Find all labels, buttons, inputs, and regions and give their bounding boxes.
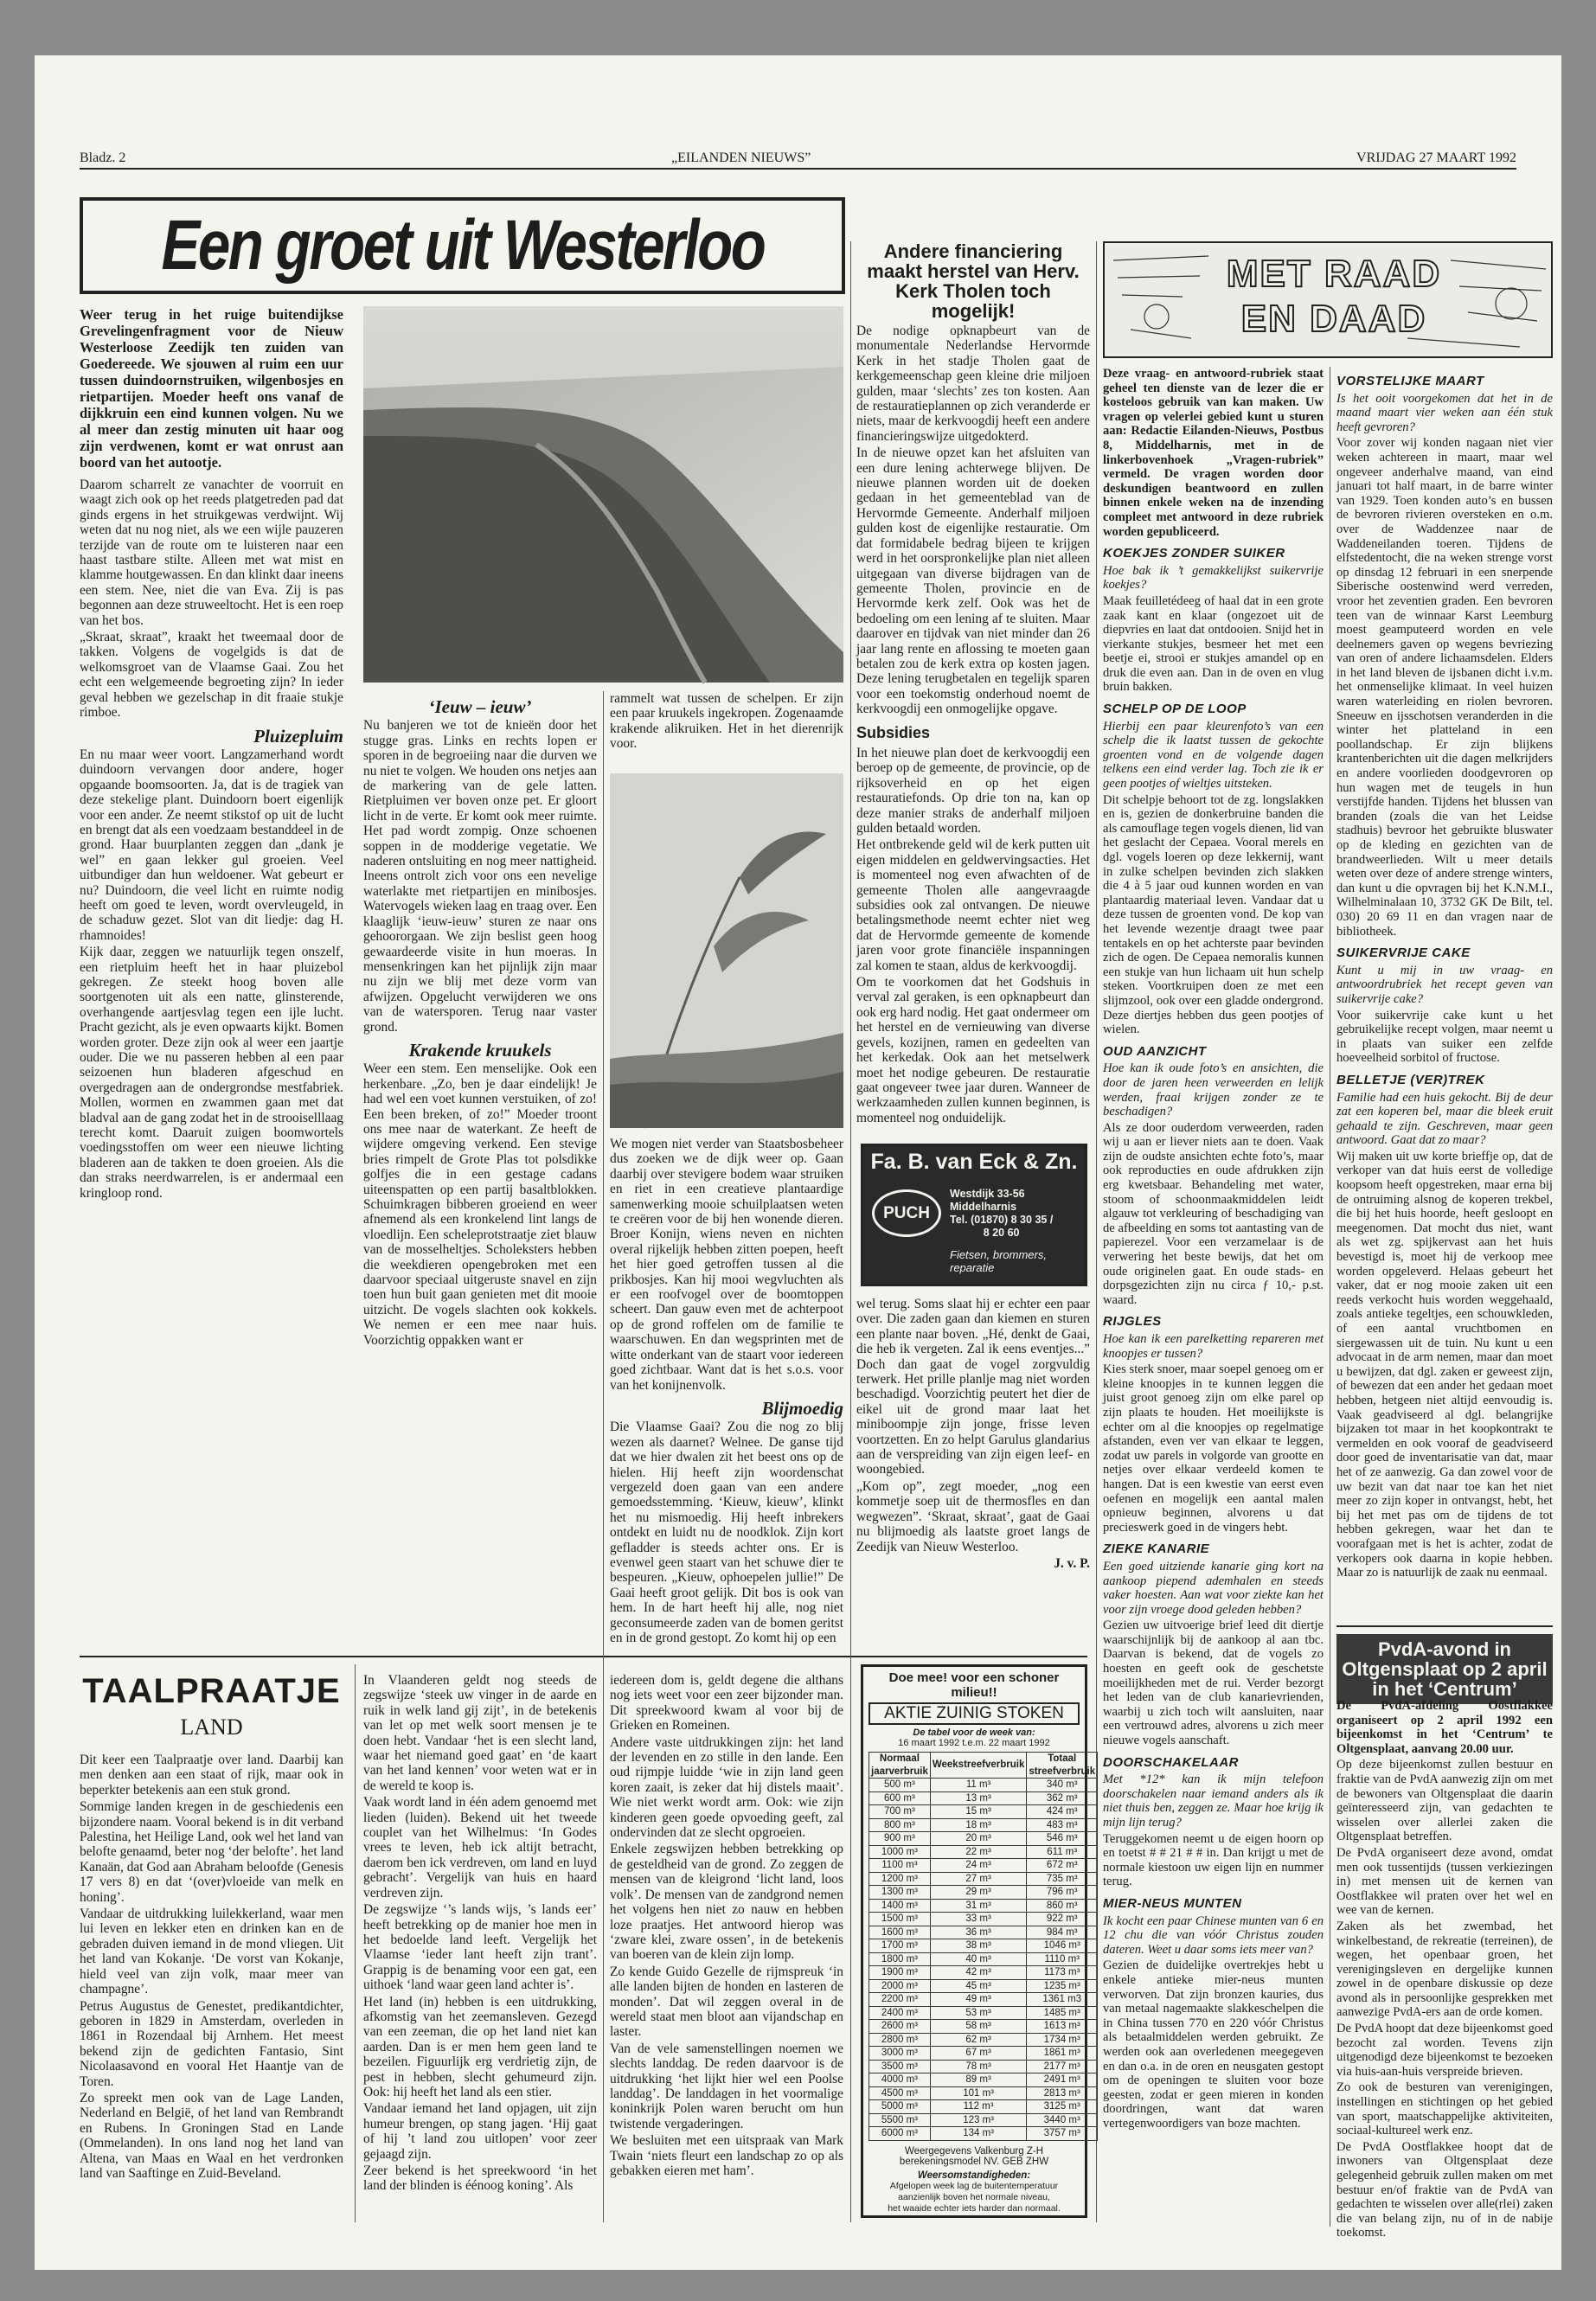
table-cell: 1046 m³	[1027, 1939, 1098, 1953]
taal-paragraph: De zegswijze ‘’s lands wijs, ’s lands eer’ heeft betrekking op de manier hoe men in het bedoelde land leeft. Vergelijk het Vlaamse ‘ieder lant heeft zijn trant’. Grappig is de benaming voor een gat, een uithoek ‘land waar geen land achter is’.	[363, 1902, 597, 1993]
van-eck-service-1: Fietsen, brommers,	[950, 1248, 1047, 1261]
van-eck-street: Westdijk 33-56	[950, 1188, 1025, 1200]
westerloo-subhead: Blijmoedig	[761, 1397, 843, 1419]
table-row	[869, 1832, 1098, 1846]
table-cell: 36 m³	[930, 1926, 1027, 1939]
table-cell: 13 m³	[930, 1791, 1027, 1805]
table-cell: 500 m³	[869, 1779, 931, 1792]
qa-question: Hoe bak ik ’t gemakkelijkst suikervrije koekjes?	[1103, 563, 1324, 593]
table-row	[869, 1791, 1098, 1805]
westerloo-paragraph: Nu banjeren we tot de knieën door het stugge gras. Links en rechts lopen er sporen in de begroeiing naar die durven we nu niet te volgen. We houden ons netjes aan de markering van de gele latten. Rietpluimen ver boven onze pet. Er gloort licht in de verte. Er komt ook meer ruimte. Het pad wordt zompig. Onze schoenen soppen in de modderige vegetatie. We naderen ontsluiting en nog meer nattigheid. Ineens ontrolt zich voor ons een nevelige waterlakte met rietpartijen en minibosjes. Watervogels wieken laag en traag over. Een klaaglijk ‘ieuw-ieuw’ sturen ze naar ons gehoororgaan. We zijn beslist geen hoog gewaardeerde visite in hun moeras. In mensenkringen kan het pijnlijk zijn maar nu zijn we blij met deze vorm van afwijzen. Opgelucht verwijderen we ons van de watersporen. Terug naar vaster grond.	[363, 718, 597, 1035]
table-cell: 1800 m³	[869, 1952, 931, 1966]
table-cell: 27 m³	[930, 1872, 1027, 1886]
table-row	[869, 1979, 1098, 1993]
table-cell: 62 m³	[930, 2033, 1027, 2047]
qa-item	[1103, 1315, 1324, 1535]
table-cell: 58 m³	[930, 2020, 1027, 2034]
table-cell: 1700 m³	[869, 1939, 931, 1953]
table-cell: 362 m³	[1027, 1791, 1098, 1805]
qa-item	[1103, 702, 1324, 1037]
divider	[80, 1656, 1087, 1657]
table-cell: 600 m³	[869, 1791, 931, 1805]
kerk-paragraph: In het nieuwe plan doet de kerkvoogdij een beroep op de gemeente, de provincie, op de rijksoverheid en op het eigen restauratiefonds. Op drie ton na, kan op deze manier straks de anderhalf miljoen gulden betaald worden.	[856, 745, 1090, 836]
qa-heading: ZIEKE KANARIE	[1103, 1541, 1210, 1557]
pvda-headline: PvdA-avond in Oltgensplaat op 2 april in het ‘Centrum’	[1336, 1634, 1553, 1704]
westerloo-paragraph: Kijk daar, zeggen we natuurlijk tegen onszelf, een rietpluim heeft het in haar pluizebol gekregen. Ze steekt hoog boven alle soortgenoten uit als een natte, glinsterende, overhangende aartjesvlag tegen een ijle lucht. Pracht gezicht, als je even opwaarts kijkt. Bomen worden groter. Deze zijn ook al weer een jaartje ouder. Die we nu passeren hebben al een paar seizoenen hun bladeren afgeschud en overgedragen aan de ondergrondse mestfabriek. Mollen, wormen en zwammen gaan met dat bladval aan de gang zodat het in de strooiselllaag terecht komt. Daaruit zuigen boomwortels voedingsstoffen om weer een nieuwe lichting bladeren aan de takken te doen groeien. Als die dan straks neerdwarrelen, is er andermaal een kringloop rond.	[80, 945, 343, 1201]
table-row	[869, 2113, 1098, 2127]
table-cell: 984 m³	[1027, 1926, 1098, 1939]
stoken-source-2: berekeningsmodel NV. GEB ZHW	[899, 2156, 1049, 2167]
stoken-title: AKTIE ZUINIG STOKEN	[869, 1702, 1080, 1725]
page-number: Bladz. 2	[80, 151, 126, 165]
table-cell: 424 m³	[1027, 1805, 1098, 1819]
qa-question: Familie had een huis gekocht. Bij de deur zat een koperen bel, maar die bleek eruit gehaald te zijn. Geschreven, maar geen antwoord. Gaat dat zo maar?	[1336, 1090, 1553, 1148]
table-cell: 2200 m³	[869, 1993, 931, 2007]
qa-item	[1336, 375, 1553, 434]
westerloo-column-1	[80, 306, 343, 1651]
qa-answer: Kies sterk snoer, maar soepel genoeg om er kleine knoopjes in te kunnen leggen die juist groot genoeg zijn om elke parel op zijn plaats te houden. Het moeilijkste is echter om al die knoopjes op regelmatige afstanden, even ver van elkaar te leggen, zodat uw parels in volgorde van grootte en netjes over elkaar verdeeld komen te hangen. Dat is een kwestie van eerst even oefenen en mogelijk een aantal malen opnieuw beginnen, alvorens u dat precieswerk goed in de vingers hebt.	[1103, 1362, 1324, 1535]
qa-heading: OUD AANZICHT	[1103, 1043, 1207, 1059]
table-cell: 672 m³	[1027, 1859, 1098, 1873]
table-cell: 3125 m³	[1027, 2100, 1098, 2114]
qa-heading: SUIKERVRIJE CAKE	[1336, 945, 1471, 961]
pvda-paragraph: Op deze bijeenkomst zullen bestuur en fraktie van de PvdA aanwezig zijn om met de bewoners van Oltgensplaat die daarin geïnteresseerd zijn, van gedachten te wisselen over allerlei zaken die Oltgensplaat betreffen.	[1336, 1758, 1553, 1844]
taal-column-2	[363, 1673, 597, 2222]
table-cell: 1734 m³	[1027, 2033, 1098, 2047]
table-cell: 796 m³	[1027, 1886, 1098, 1900]
stoken-col-header: Totaal streefverbruik	[1027, 1753, 1098, 1779]
raad-column-1	[1103, 367, 1324, 2131]
pvda-paragraph: De PvdA hoopt dat deze bijeenkomst goed bezocht zal worden. Tevens zijn uitgenodigd deze bijeenkomst te bezoeken via huis-aan-huis verspreide brieven.	[1336, 2022, 1553, 2079]
table-cell: 20 m³	[930, 1832, 1027, 1846]
column-rule	[603, 691, 604, 2222]
issue-date: VRIJDAG 27 MAART 1992	[1356, 151, 1516, 165]
van-eck-town: Middelharnis	[950, 1201, 1017, 1213]
westerloo-paragraph: En nu maar weer voort. Langzamerhand wordt duindoorn vervangen door andere, hoger opgaande boomsoorten. Ja, dat is de tragiek van deze stekelige plant. Duindoorn boert eigenlijk voor een ander. Ze neemt stikstof op uit de lucht en brengt dat als een voedzaam bestanddeel in de grond. Haar buurplanten zeggen dan „dank je wel” en gaan lekker gul groeien. Veel uitbundiger dan hun weldoener. Wat gebeurt er nu? Duindoorn, die veel licht en ruimte nodig heeft om goed te leven, wordt overvleugeld, in de schaduw gezet. Slot van dit liedje: dag H. rhamnoides!	[80, 747, 343, 943]
table-cell: 1400 m³	[869, 1899, 931, 1913]
stoken-note	[869, 2181, 1080, 2214]
raad-daad-title: MET RAAD EN DAAD	[1226, 253, 1442, 340]
westerloo-paragraph: rammelt wat tussen de schelpen. Er zijn een paar kruukels ingekropen. Zogenaamde krakende alikruiken. Het in het dierenrijk voor.	[610, 691, 843, 752]
qa-question: Is het ooit voorgekomen dat het in de maand maart vier weken aan één stuk heeft gevroren?	[1336, 391, 1553, 434]
van-eck-advertisement	[861, 1144, 1087, 1286]
table-cell: 45 m³	[930, 1979, 1027, 1993]
table-cell: 2491 m³	[1027, 2073, 1098, 2087]
kerk-subhead: Subsidies	[856, 723, 931, 741]
table-row	[869, 2060, 1098, 2073]
table-cell: 123 m³	[930, 2113, 1027, 2127]
table-cell: 340 m³	[1027, 1779, 1098, 1792]
qa-question: Voor zover wij konden nagaan niet vier weken achtereen in maart, maar wel ongeveer anderhalve maand, van eind januari tot half maart, in de barre winter van 1929. Toen konden auto’s en bussen de bevroren rivieren oversteken en o.m. over de Waddenzee naar de Waddeneilanden toeren. Tijdens de elfstedentocht, die na weken strenge vorst op dinsdag 12 februari in een snerpende Siberische oostenwind werd verreden, vroor het zeventien graden. Een bevroren teen van de winnaar Karst Leemburg moest geamputeerd worden en vele deelnemers gaven op wegens bevriezing van oren of andere lichaamsdelen. Elders in het land bleven de ijsbanen dicht i.v.m. het onmenselijke klimaat. In veel huizen waren waterleiding en riolen bevroren. Sneeuw en ijsschotsen veranderden in die winter het platteland in een poollandschap. Er zijn blijkens krantenberichten uit die dagen melkrijders en andere voorlieden doodgevroren op hun wagen met de teugels in hun verstijfde handen. Tijdens het blussen van branden (zoals die van het Leidse stadhuis) bevroor het gebruikte bluswater op de kleding en gezichten van de brandweerlieden. Wilt u meer details weten over deze of andere strenge winters, dan kunt u die opvragen bij het K.N.M.I., Wilhelminalaan 10, 3732 GK De Bilt, tel. 030) 20 69 11 en dan vragen naar de bibliotheek.	[1336, 436, 1553, 939]
table-cell: 89 m³	[930, 2073, 1027, 2087]
table-cell: 6000 m³	[869, 2127, 931, 2141]
westerloo-title: Een groet uit Westerloo	[161, 206, 764, 285]
westerloo-paragraph: „Skraat, skraat”, kraakt het tweemaal door de takken. Volgens de vogelgids is dat de welkomsgroet van de Vlaamse Gaai. Zou het echt een welgemeende begroeting zijn? In ieder geval hebben we gezelschap in dit fraaie stukje rimboe.	[80, 630, 343, 721]
stoken-note-3: het waaide echter iets harder dan normaal.	[888, 2202, 1061, 2214]
table-cell: 18 m³	[930, 1818, 1027, 1832]
table-cell: 1861 m³	[1027, 2047, 1098, 2061]
table-cell: 134 m³	[930, 2127, 1027, 2141]
table-row	[869, 1779, 1098, 1792]
table-row	[869, 1899, 1098, 1913]
pvda-lead: De PvdA-afdeling Oostflakkee organiseert op 2 april 1992 een bijeenkomst in het ‘Centrum’ te Oltgensplaat, aanvang 20.00 uur.	[1336, 1699, 1553, 1756]
table-cell: 24 m³	[930, 1859, 1027, 1873]
pvda-column	[1336, 1699, 1553, 2240]
qa-answer: Wij maken uit uw korte brieffje op, dat de verkoper van dat huis eerst de volledige koopsom heeft opgestreken, maar erna bij de ontruiming alsnog de koperen trekbel, die bij het huis hoorde, heeft gesloopt en meegenomen. Dat mocht dus niet, want als wet zg. spijkervast aan het huis bevestigd is, moet hij de verkoop mee worden opgeleverd. Helaas gebeurt het vaker, dat er nog mooie zaken uit een reeds verkocht huis worden weggehaald, zoals antieke tegeltjes, een schouwkleden, of een aantal vruchtbomen en siergewassen uit de tuin. Nu kunt u een advocaat in de arm nemen, maar dan moet u bewijzen, dat dgl. zaken er geweest zijn, of bewezen dat een ander het gedaan moet hebben, hetgeen niet altijd eenvoudig is. Vaak geadviseerd al dgl. belangrijke bijzaken tot maar in het koopkontrakt te vermelden en ook vooraf de geadviseerd door goed de inventarisatie van dat, maar het of ze aanwezig. Ga dan zowel voor de uw bezit van dat naar toe kan het niet meer zo zijn koper in ontvangst, hebt, het bij het met pas om de tijdens de tot hebben gekregen, waar het dan te voorafgaan met is het is achter, zodat de verkopers ook daarna in kopie hebben. Maar zo is natuurlijk de zaak nu eenmaal.	[1336, 1149, 1553, 1580]
van-eck-name: Fa. B. van Eck & Zn.	[870, 1150, 1078, 1174]
stoken-note-head: Weersomstandigheden:	[917, 2170, 1031, 2181]
table-cell: 611 m³	[1027, 1845, 1098, 1859]
table-cell: 700 m³	[869, 1805, 931, 1819]
qa-answer: Gezien uw uitvoerige brief leed dit diertje waarschijnlijk bij de aankoop al aan tbc. Daarvan is bekend, dat de vogels zo hoesten en geeft ook de geschetste moeilijkheden met de rui. Verder bezorgt het leden van de club kanarievrienden, waarbij u zich toch wilt aansluiten, naar een vertrouwd adres, alvorens u zich meer nieuwe vogels aanschaft.	[1103, 1618, 1324, 1748]
taal-column-3	[610, 1673, 843, 2222]
reed-plume-photo	[610, 773, 843, 1128]
table-cell: 101 m³	[930, 2086, 1027, 2100]
qa-answer: Gezien de duidelijke overtrekjes hebt u enkele antieke mier-neus munten verworven. Dat zijn bronzen kauries, dus van metaal nagemaakte slakkeschelpen die in China tussen 770 en 220 vóór Christus als betaalmiddelen werden gebruikt. Ze werden ook aan overledenen meegegeven en dan o.a. in de oren en neusgaten gestopt om de openingen te sluiten voor boze geesten, zodat er geen mieren in konden doordringen, want dat waren vertegenwoordigers van boze machten.	[1103, 1958, 1324, 2131]
qa-heading: RIJGLES	[1103, 1314, 1162, 1330]
raad-daad-header	[1103, 241, 1553, 358]
stoken-col-header: Weekstreefverbruik	[930, 1753, 1027, 1779]
qa-question: Hierbij een paar kleurenfoto’s van een schelp die ik laatst tussen de gekochte groenten vond en de volgende dagen telkens een eind verder lag. Toch zie ik er geen pootjes of wieltjes uitsteken.	[1103, 719, 1324, 792]
table-row	[869, 1818, 1098, 1832]
stoken-note-1: Afgelopen week lag de buitentemperatuur	[889, 2180, 1059, 2191]
westerloo-paragraph: Die Vlaamse Gaai? Zou die nog zo blij wezen als daarnet? Welnee. De ganse tijd dat we hier dwalen zit het beest ons op de hielen. Hij heeft zijn woordenschat vergezeld doen gaan van een andere gemoedsstemming. ‘Kieuw, kieuw’, klinkt het nu mismoedig. Hij heeft inbrekers ontdekt en luidt nu de noodklok. Zijn kort gefladder is steeds achter ons. Er is evenwel geen staart van het schuwe dier te bespeuren. „Kieuw, ophoepelen jullie!” De Gaai heeft groot gelijk. Dit bos is ook van hem. In de hart heeft hij alle, nog niet geconsumeerde zaden van de bomen geritst en in de grond gestopt. Zo komt hij op een	[610, 1420, 843, 1645]
westerloo-column-4	[856, 1297, 1090, 1647]
table-cell: 2400 m³	[869, 2006, 931, 2020]
taal-paragraph: Zeer bekend is het spreekwoord ‘in het land der blinden is éénoog koning’. Als	[363, 2163, 597, 2194]
qa-heading: SCHELP OP DE LOOP	[1103, 702, 1247, 717]
taal-paragraph: Zo spreekt men ook van de Lage Landen, Nederland en België, of het land van Rembrandt en Rubens. In Groningen Stad en Lande (Ommelanden). In ons land nog het land van Altena, van Maas en Waal en het verdronken land van Saaftinge en Zuid-Beveland.	[80, 2090, 343, 2181]
qa-heading: MIER-NEUS MUNTEN	[1103, 1895, 1242, 1911]
table-cell: 1485 m³	[1027, 2006, 1098, 2020]
stoken-dates: 16 maart 1992 t.e.m. 22 maart 1992	[898, 1738, 1050, 1748]
kerk-paragraph: De nodige opknapbeurt van de monumentale Nederlandse Hervormde Kerk in het stadje Tholen gaat de kerkgemeenschap geen kleine drie miljoen gulden, maar ‘slechts’ zes ton kosten. Aan de restauratieplannen op zich veranderde er niets, maar de kerkvoogdij heeft een andere financieringswijze uitgedokterd.	[856, 324, 1090, 444]
table-cell: 800 m³	[869, 1818, 931, 1832]
column-rule	[850, 241, 851, 2222]
westerloo-subhead: Pluizepluim	[253, 725, 343, 747]
table-cell: 53 m³	[930, 2006, 1027, 2020]
qa-question: Met *12* kan ik mijn telefoon doorschakelen naar iemand anders als ik niet thuis ben, zeggen ze. Maar hoe krijg ik mijn lijn terug?	[1103, 1772, 1324, 1830]
table-cell: 2600 m³	[869, 2020, 931, 2034]
qa-question: Hoe kan ik een parelketting repareren met knoopjes er tussen?	[1103, 1332, 1324, 1361]
taal-paragraph: Van de vele samenstellingen noemen we slechts landdag. De reden daarvoor is de uitdrukking ‘het lijkt hier wel een Poolse landdag’. De landdagen in het voormalige koninkrijk Polen waren berucht om hun twistende vergaderingen.	[610, 2041, 843, 2131]
qa-heading: KOEKJES ZONDER SUIKER	[1103, 546, 1285, 561]
qa-item	[1103, 1897, 1324, 2131]
kerk-paragraph: Om te voorkomen dat het Godshuis in verval zal geraken, is een opknapbeurt dan ook erg hard nodig. Het gaat ondermeer om het herstel en de vernieuwing van diverse gevels, kozijnen, ramen en gedeelten van het kerkedak. Ook aan het metselwerk moet het nodige gebeuren. De restauratie gaat ongeveer twee jaar duren. Wanneer de werkzaamheden zullen kunnen beginnen, is momenteel nog onduidelijk.	[856, 975, 1090, 1125]
kerk-paragraph: Het ontbrekende geld wil de kerk putten uit eigen middelen en geldwervingsacties. Het is momenteel nog even afwachten of de gemeente Tholen alle aangevraagde subsidies ook zal ontvangen. De nieuwe betalingsmethode neemt echter niet weg dat de Hervormde gemeente de komende jaren voor grote financiële inspanningen zal komen te staan, aldus de kerkvoogdij.	[856, 837, 1090, 973]
qa-item	[1103, 547, 1324, 695]
qa-item	[1336, 1074, 1553, 1580]
qa-item	[1103, 1756, 1324, 1889]
table-row	[869, 1952, 1098, 1966]
table-cell: 31 m³	[930, 1899, 1027, 1913]
stoken-col-header: Normaal jaarverbruik	[869, 1753, 931, 1779]
table-cell: 483 m³	[1027, 1818, 1098, 1832]
taal-paragraph: iedereen dom is, geldt degene die althans nog iets weet voor een zeer bijzonder man. Dit spreekwoord kwam al voor bij de Grieken en Romeinen.	[610, 1673, 843, 1734]
stoken-table-body	[869, 1779, 1098, 2141]
puch-logo: PUCH	[872, 1189, 941, 1237]
table-row	[869, 2047, 1098, 2061]
table-cell: 42 m³	[930, 1966, 1027, 1980]
qa-item	[1336, 946, 1553, 1066]
table-cell: 112 m³	[930, 2100, 1027, 2114]
taal-paragraph: We besluiten met een uitspraak van Mark Twain ‘niets fleurt een landschap zo op als gebakken eieren met ham’.	[610, 2133, 843, 2178]
kerk-headline: Andere financiering maakt herstel van Herv. Kerk Tholen toch mogelijk!	[867, 240, 1080, 323]
table-cell: 38 m³	[930, 1939, 1027, 1953]
westerloo-paragraph: wel terug. Soms slaat hij er echter een paar over. Die zaden gaan dan kiemen en sturen een plante naar boven. „Hé, denkt de Gaai, die heb ik vergeten. Zal ik eens eventjes...” Doch dan gaat de vogel zorgvuldig terwerk. Het prille planlje mag niet worden beschadigd. Voorzichtig peutert het dier de eikel uit de grond maar laat het miniboompje zijn jonge, frisse leven voortzetten. En zo helpt Garulus glandarius aan de verspreiding van zijn eigen leef- en woongebied.	[856, 1297, 1090, 1477]
table-cell: 1900 m³	[869, 1966, 931, 1980]
table-cell: 1235 m³	[1027, 1979, 1098, 1993]
table-cell: 3500 m³	[869, 2060, 931, 2073]
table-cell: 3440 m³	[1027, 2113, 1098, 2127]
table-cell: 1500 m³	[869, 1913, 931, 1926]
table-cell: 49 m³	[930, 1993, 1027, 2007]
taal-paragraph: Vandaar de uitdrukking luilekkerland, waar men lui leven en lekker eten en drinken kan en de gebraden duiven iemand in de mond vliegen. Uit het land van Kokanje. ‘De vorst van Kokanje, hield veel van zijn volk, maar meer van champagne’.	[80, 1907, 343, 1997]
qa-item	[1103, 1045, 1324, 1308]
table-cell: 33 m³	[930, 1913, 1027, 1926]
stoken-note-2: aanzienlijk boven het normale niveau,	[898, 2191, 1050, 2202]
table-cell: 2177 m³	[1027, 2060, 1098, 2073]
qa-heading: VORSTELIJKE MAART	[1336, 374, 1484, 388]
qa-question: Hoe kan ik oude foto’s en ansichten, die door de jaren heen verweerden en lelijk werden, fraai krijgen zonder ze te beschadigen?	[1103, 1061, 1324, 1119]
westerloo-column-3	[610, 1137, 843, 1647]
table-row	[869, 1845, 1098, 1859]
table-cell: 4000 m³	[869, 2073, 931, 2087]
coastline-photo-graphic	[363, 306, 843, 683]
westerloo-paragraph: Daarom scharrelt ze vanachter de voorruit en waagt zich ook op het reeds platgetreden pad dat ginds ergens in het struikgewas verdwijnt. Wij weten dat nu nog niet, als we een wijle pauzeren terzijde van de route om te luisteren naar een haast tastbare stilte. Alleen met wat mist en klamme houtgewassen. En dan klinkt daar ineens een stem. Nee, niet die van Eva. Zij is pas begonnen aan deze struweeltocht. Het is een roep van het bos.	[80, 478, 343, 628]
taalpraatje-subtitle: LAND	[180, 1715, 243, 1740]
raad-items-list	[1103, 547, 1324, 2131]
table-cell: 1100 m³	[869, 1859, 931, 1873]
table-row	[869, 1886, 1098, 1900]
kerk-paragraph: In de nieuwe opzet kan het afsluiten van een dure lening achterwege blijven. De nieuwe plannen worden uit de doeken gedaan in het gemeenteblad van de Hervormde Gemeente. Anderhalf miljoen gulden kost de eigenlijke restauratie. Om dat formidabele bedrag bijeen te krijgen werd in het oorspronkelijke plan niet alleen uitgegaan van diverse bijdragen van de gemeente Tholen, provincie en de Hervormde kerk zelf. Ook was het de bedoeling om een lening af te sluiten. Maar daarover en tijdvak van niet minder dan 26 jaar lang rente en aflossing te moeten gaan betalen zou de kerk extra op kosten jagen. Deze lening terugbetalen en tegelijk sparen voor een toekomstig onderhoud noemt de kerkvoogdij een onmogelijke opgave.	[856, 445, 1090, 717]
table-cell: 1613 m³	[1027, 2020, 1098, 2034]
taal-paragraph: Enkele zegswijzen hebben betrekking op de gesteldheid van de grond. Zo zeggen de mensen van de kleigrond ‘licht land, loos volk’. De mensen van de zandgrond nemen het volgens hen niet zo nauw en hebben loze praatjes. Het antwoord hierop was ‘zware klei, zware ossen’, in de betekenis van boeren van de klein zijn lomp.	[610, 1842, 843, 1963]
taal-paragraph: Vandaar iemand het land opjagen, uit zijn humeur brengen, op stang jagen. ‘Hij gaat of hij ’t land zou uitlopen’ voor zeer gejaagd zijn.	[363, 2101, 597, 2162]
taal-paragraph: Sommige landen kregen in de geschiedenis een bijzondere naam. Vooral bekend is in dit verband Palestina, het Heilige Land, ook wel het land van belofte genaamd, beter nog ‘der belofte’. het land Kanaän, dat God aan Abraham beloofde (Genesis 17 vers 8) en dat ‘(over)vloeide van melk en honing’.	[80, 1799, 343, 1905]
table-row	[869, 1966, 1098, 1980]
table-cell: 22 m³	[930, 1845, 1027, 1859]
stoken-advertisement	[861, 1664, 1096, 2218]
pvda-paragraph: De PvdA organiseert deze avond, omdat men ook tussentijds (tussen verkiezingen in) met mensen uit de kernen van Oostflakkee wil praten over het wel en wee van de kernen.	[1336, 1845, 1553, 1918]
raad-items-list-2	[1336, 375, 1553, 1580]
westerloo-lead: Weer terug in het ruige buitendijkse Grevelingenfragment voor de Nieuw Westerloose Zeedijk ten zuiden van Goedereede. We sjouwen al ruim een uur tussen duindoornstruiken, wilgenbosjes en rietpartijen. Moeder heeft ons vanaf de dijkkruin een eind kunnen volgen. Nu we al meer dan zestig minuten uit haar oog zijn verdwenen, komt er wat onrust aan boord van het autootje.	[80, 306, 343, 471]
qa-answer: Teruggekomen neemt u de eigen hoorn op en toetst # # 21 # # in. Dan krijgt u met de normale kiestoon uw eigen lijn en nummer terug.	[1103, 1831, 1324, 1889]
table-cell: 11 m³	[930, 1779, 1027, 1792]
pvda-paragraph: Zaken als het zwembad, het winkelbestand, de rekreatie (terreinen), de wegen, het openbaar groen, het verenigingsleven en dergelijke kunnen zowel in de openbare diskussie op deze avond als in persoonlijke gesprekken met aanwezige PvdA-ers aan de orde komen.	[1336, 1919, 1553, 2020]
qa-item	[1336, 436, 1553, 939]
table-cell: 78 m³	[930, 2060, 1027, 2073]
taal-paragraph: Vaak wordt land in één adem genoemd met lieden (luiden). Bekend uit het tweede couplet van het Wilhelmus: ‘In Godes vrees te leven, heb ick altijt betracht, daerom ben ick verdreven, om land en luyd gebracht’. Vergelijk van huis en haard verdreven zijn.	[363, 1795, 597, 1900]
table-row	[869, 1913, 1098, 1926]
westerloo-subhead: Krakende kruukels	[408, 1039, 552, 1061]
table-cell: 4500 m³	[869, 2086, 931, 2100]
table-cell: 5500 m³	[869, 2113, 931, 2127]
table-cell: 1110 m³	[1027, 1952, 1098, 1966]
table-cell: 29 m³	[930, 1886, 1027, 1900]
table-cell: 546 m³	[1027, 1832, 1098, 1846]
van-eck-services	[950, 1248, 1047, 1274]
kerk-column-1	[856, 324, 1090, 1137]
qa-answer: Als ze door ouderdom verweerden, raden wij u aan er liever niets aan te doen. Vaak zijn de oudste ansichten echte foto’s, maar ook reproducties en oude afdrukken zijn erg kwetsbaar. Behandeling met water, stoom of schoonmaakmiddelen leidt algauw tot verkleuring of beschadiging van de afbeelding en soms tot aantasting van de papierezel. Voor een verzamelaar is de verwering het beste bewijs, dat het om oude originelen gaat. En oude stads- en dorpsgezichten zijn nu circa ƒ 10,- p.st. waard.	[1103, 1120, 1324, 1307]
qa-question: Kunt u mij in uw vraag- en antwoordrubriek het recept geven van suikervrije cake?	[1336, 963, 1553, 1006]
table-row	[869, 2100, 1098, 2114]
qa-question: Ik kocht een paar Chinese munten van 6 en 12 chu die van vóór Christus zouden dateren. Weet u daar soms iets meer van?	[1103, 1913, 1324, 1957]
table-cell: 67 m³	[930, 2047, 1027, 2061]
taal-paragraph: In Vlaanderen geldt nog steeds de zegswijze ‘steek uw vinger in de aarde en ruik in welk land gij zijt’, in de betekenis van let op met welk soort mensen je te doen hebt. Vandaar ‘het is een slecht land, waar het niemand goed gaat’ en ‘de kaart van het land kennen’ voor weten wat er in de wereld te koop is.	[363, 1673, 597, 1793]
table-cell: 1300 m³	[869, 1886, 931, 1900]
stoken-header-row	[869, 1753, 1098, 1779]
westerloo-column-2	[363, 691, 597, 1651]
paper-name: „EILANDEN NIEUWS”	[671, 151, 811, 165]
stoken-head: Doe mee! voor een schoner milieu!!	[888, 1670, 1060, 1700]
stoken-source-1: Weergegevens Valkenburg Z-H	[904, 2145, 1044, 2157]
table-cell: 3757 m³	[1027, 2127, 1098, 2141]
taalpraatje-title: TAALPRAATJE	[82, 1672, 341, 1710]
qa-answer: Voor suikervrije cake kunt u het gebruikelijke recept volgen, maar neemt u in plaats van suiker een zelfde hoeveelheid sorbitol of fructose.	[1336, 1008, 1553, 1066]
table-row	[869, 1872, 1098, 1886]
table-row	[869, 2086, 1098, 2100]
westerloo-paragraph: We mogen niet verder van Staatsbosbeheer dus zoeken we de dijk weer op. Gaan daarbij over stevigere bodem waar struiken en riet in een creatieve plantaardige samenwerking mooie schuilplaatsen weten te creëren voor de bij hen wonende dieren. Broer Konijn, wiens neven en nichten overal rijkelijk hebben zitten poepen, heeft het hier goed getroffen tussen al die prikbosjes. Kan hij mooi wegvluchten als er een roofvogel over de boomtoppen scheert. Dan gauw even met de achterpoot op de grond roffelen om de familie te waarschuwen. En dan wegsprinten met de witte onderkant van de staart voor iedereen goed zichtbaar. Want dat is het s.o.s. voor van het konijnenvolk.	[610, 1137, 843, 1393]
table-cell: 900 m³	[869, 1832, 931, 1846]
table-cell: 1000 m³	[869, 1845, 931, 1859]
taal-paragraph: Zo kende Guido Gezelle de rijmspreuk ‘in alle landen bijten de honden en lasteren de monden’. Dat wil zeggen overal in de wereld staat men bloot aan vijandschap en laster.	[610, 1964, 843, 2040]
table-row	[869, 2006, 1098, 2020]
raad-column-2	[1336, 367, 1553, 1617]
westerloo-banner	[80, 197, 845, 294]
table-row	[869, 1939, 1098, 1953]
table-row	[869, 1926, 1098, 1939]
taal-paragraph: Petrus Augustus de Genestet, predikantdichter, geboren in 1829 in Amsterdam, overleden in 1861 in Rozendaal bij Arnhem. Het meest bekend zijn de gedichten Fantasio, Sint Nicolaasavond en vooral Het Haantje van de Toren.	[80, 1998, 343, 2089]
westerloo-paragraph: Weer een stem. Een menselijke. Ook een herkenbare. „Zo, ben je daar eindelijk! Je had wel een voet kunnen verstuiken, of zo! Een been breken, of zo!” Moeder troont ons mee naar de waterkant. Ze heeft de wijdere omgeving verkend. Een stevige bries rimpelt de Grote Plas tot polsdikke golfjes die in een gestage cadans uiteenspatten op een partij basaltblokken. Schuimkragen bibberen groeiend en weer afnemend als een kronkelend lint langs de vloedlijn. Een scheleprotstraatje ziet blauw van de mosselheltjes. Scholeksters hebben die weekdieren opengebroken met een daarvoor speciaal uitgeruste snavel en zijn toen hun buit gaan genieten met dit mooie uitzicht. De vogels slachten ook kokkels. We nemen er een mee naar huis. Voorzichtig oppakken want er	[363, 1061, 597, 1348]
running-header	[80, 151, 1516, 170]
table-cell: 40 m³	[930, 1952, 1027, 1966]
table-cell: 2800 m³	[869, 2033, 931, 2047]
table-cell: 5000 m³	[869, 2100, 931, 2114]
van-eck-service-2: reparatie	[950, 1261, 995, 1274]
van-eck-phone: Tel. (01870) 8 30 35 /	[950, 1214, 1054, 1226]
qa-heading: BELLETJE (VER)TREK	[1336, 1072, 1485, 1087]
pvda-paragraph: De PvdA Oostflakkee hoopt dat de inwoners van Oltgensplaat deze gelegenheid gebruik zullen maken om met bestuur en/of fraktie van de PvdA van gedachten te wisselen over alle(rlei) zaken die van belang zijn, nu of in de nabije toekomst.	[1336, 2139, 1553, 2240]
qa-answer: Dit schelpje behoort tot de zg. longslakken en is, gezien de donkerbruine banden die als camouflage tegen vogels dienen, lid van het geslacht der Cepaea. Vooral merels en dgl. vogels loeren op deze lekkernij, want in zulke schelpen bevinden zich slakken die 4 à 5 jaar oud kunnen worden en van plantaardig materiaal leven. Vandaar dat u deze tussen de groenten vond. De kop van het levende wezentje draagt twee paar tentakels en op het achterste paar bevinden zich de ogen. De Cepaea nemoralis kunnen een stukje van hun lichaam uit hun schelp steken. Voortkruipen doen ze met een slijmzool, ook over een gladde ondergrond. Deze diertjes hebben dus geen pootjes of wielen.	[1103, 792, 1324, 1037]
divider	[1336, 1625, 1553, 1627]
pvda-paragraph: Zo ook de besturen van verenigingen, instellingen en stichtingen op het gebied van sport, maatschappelijke aktiviteiten, sociaal-kultureel werk enz.	[1336, 2080, 1553, 2138]
table-cell: 15 m³	[930, 1805, 1027, 1819]
table-cell: 2000 m³	[869, 1979, 931, 1993]
raad-intro: Deze vraag- en antwoord-rubriek staat geheel ten dienste van de lezer die er kosteloos gebruik van kan maken. Uw vragen op velerlei gebied kunt u sturen aan: Redactie Eilanden-Nieuws, Postbus 8, Middelharnis, met in de linkerbovenhoek „Vragen-rubriek” vermeld. De vragen worden door deskundigen beantwoord en zullen binnen enkele weken na de inzending compleet met antwoord in deze rubriek worden gepubliceerd.	[1103, 367, 1324, 539]
table-row	[869, 1993, 1098, 2007]
table-row	[869, 2020, 1098, 2034]
taal-paragraph: Dit keer een Taalpraatje over land. Daarbij kan men denken aan een staat of rijk, maar ook in beperkter betekenis aan een stuk grond.	[80, 1753, 343, 1798]
newspaper-page	[35, 55, 1561, 2270]
taal-column-1	[80, 1753, 343, 2224]
table-cell: 1173 m³	[1027, 1966, 1098, 1980]
qa-item	[1103, 1542, 1324, 1747]
westerloo-paragraph: „Kom op”, zegt moeder, „nog een kommetje soep uit de thermosfles en dan wegwezen”. ‘Skraat, skraat’, gaat de Gaai nu blijmoedig als laatste groet langs de Zeedijk van Nieuw Westerloo.	[856, 1478, 1090, 1554]
van-eck-phone-2: 8 20 60	[983, 1227, 1020, 1239]
westerloo-subhead: ‘Ieuw – ieuw’	[428, 696, 532, 717]
table-cell: 1361 m3	[1027, 1993, 1098, 2007]
table-cell: 1600 m³	[869, 1926, 931, 1939]
table-cell: 860 m³	[1027, 1899, 1098, 1913]
stoken-sub: De tabel voor de week van:	[913, 1727, 1035, 1738]
table-row	[869, 2073, 1098, 2087]
westerloo-column-3-top	[610, 691, 843, 769]
table-row	[869, 2033, 1098, 2047]
table-cell: 2813 m³	[1027, 2086, 1098, 2100]
qa-question: Een goed uitziende kanarie ging kort na aankoop piepend ademhalen en steeds vaker hoesten. Aan wat voor ziekte kan het voor zijn vroege dood geleden hebben?	[1103, 1559, 1324, 1617]
reed-plume-graphic	[610, 773, 843, 1128]
table-cell: 1200 m³	[869, 1872, 931, 1886]
westerloo-signature: J. v. P.	[1054, 1555, 1090, 1571]
qa-answer: Maak feuilletédeeg of haal dat in een grote zaak kant en klaar (ongezoet uit de diepvries en laat dat ontdooien. Snijd het in vierkante stukjes, besmeer het met een beetje ei, strooi er stukjes amandel op en druk die even aan. Dan in de oven en vlug bruin bakken.	[1103, 593, 1324, 695]
taal-paragraph: Andere vaste uitdrukkingen zijn: het land der levenden en zo stille in den lande. Een oud rijmpje luidde ‘wie in zijn land geen koren zaait, is zeker dat hij distels maait’. Wie niet werkt wordt arm. Ook: wie zijn kinderen geen goede opvoeding geeft, zal ondervinden dat ze slecht opgroeien.	[610, 1734, 843, 1841]
qa-heading: DOORSCHAKELAAR	[1103, 1754, 1239, 1770]
column-rule	[355, 1664, 356, 2222]
stoken-table	[869, 1752, 1098, 2141]
column-rule	[1096, 241, 1097, 2222]
coastline-photo	[363, 306, 843, 683]
table-cell: 922 m³	[1027, 1913, 1098, 1926]
van-eck-address	[950, 1188, 1053, 1240]
taal-paragraph: Het land (in) hebben is een uitdrukking, afkomstig van het zeemansleven. Gezegd van een zeeman, die op het land niet kan aarden. Dan is er men hem geen land te bezeilen. Figuurlijk erg verdrietig zijn, de pest in hebben, slecht gehumeurd zijn. Ook: hij heeft het land als een stier.	[363, 1994, 597, 2099]
table-row	[869, 1805, 1098, 1819]
table-cell: 3000 m³	[869, 2047, 931, 2061]
table-row	[869, 2127, 1098, 2141]
table-cell: 735 m³	[1027, 1872, 1098, 1886]
table-row	[869, 1859, 1098, 1873]
